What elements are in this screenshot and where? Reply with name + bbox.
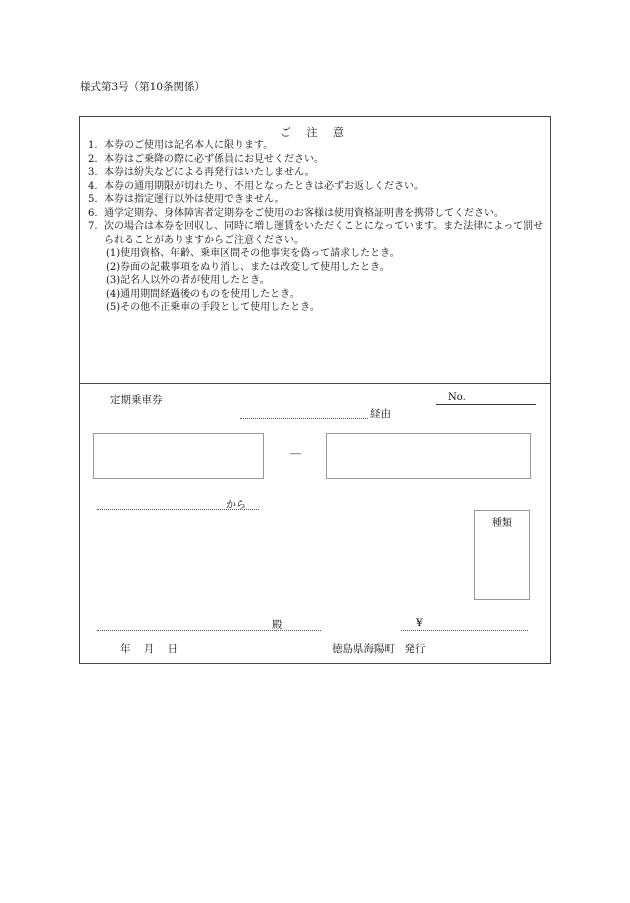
- notice-item-text: 本券はご乗降の際に必ず係員にお見せください。: [104, 153, 324, 165]
- notice-subitem: (1)使用資格、年齢、乗車区間その他事実を偽って請求したとき。: [106, 248, 400, 259]
- notice-item-text: 通学定期券、身体障害者定期券をご使用のお客様は使用資格証明書を携帯してください。: [104, 207, 504, 219]
- notice-item-number: 2.: [88, 153, 98, 165]
- notice-title: ご 注 意: [280, 126, 350, 139]
- ticket-type-label: 種類: [492, 518, 512, 529]
- notice-subitem: (5)その他不正乗車の手段として使用したとき。: [106, 302, 320, 313]
- notice-subitem: (3)記名人以外の者が使用したとき。: [106, 275, 270, 286]
- via-route-line[interactable]: [240, 416, 368, 419]
- honorific-label: 殿: [272, 619, 283, 631]
- notice-item: [88, 180, 546, 194]
- route-dash: ―: [290, 447, 301, 460]
- notice-item-number: 4.: [88, 180, 98, 192]
- ticket-title: 定期乗車券: [110, 394, 163, 406]
- ticket-number-field[interactable]: No.: [436, 392, 536, 405]
- notice-item: [88, 166, 546, 180]
- notice-item-text: 本券のご使用は記名本人に限ります。: [104, 140, 274, 151]
- notice-item-number: 7.: [88, 221, 98, 232]
- issuer-label: 徳島県海陽町 発行: [332, 643, 426, 655]
- holder-name-line[interactable]: [97, 628, 321, 631]
- form-id: 様式第3号（第10条関係）: [80, 81, 206, 93]
- from-label: から: [226, 500, 246, 511]
- via-label: 経由: [370, 408, 391, 420]
- notice-subitem: (2)券面の記載事項をぬり消し、または改変して使用したとき。: [106, 261, 390, 273]
- notice-item-text: 本券は紛失などによる再発行はいたしません。: [104, 167, 315, 178]
- notice-item-number: 5.: [88, 194, 98, 205]
- notice-item-text: 本券の通用期限が切れたり、不用となったときは必ずお返しください。: [104, 180, 424, 192]
- destination-station-box[interactable]: [326, 433, 531, 479]
- ticket-section: [80, 383, 550, 665]
- notice-item-number: 6.: [88, 207, 98, 219]
- yen-symbol: ¥: [416, 617, 423, 629]
- notice-item-number: 3.: [88, 167, 98, 178]
- notice-item-number: 1.: [88, 140, 98, 151]
- notice-item-text: 本券は指定運行以外は使用できません。: [104, 194, 285, 205]
- notice-item: [88, 220, 546, 247]
- notice-subitem: (4)通用期間経過後のものを使用したとき。: [106, 288, 300, 300]
- ticket-form: [79, 116, 551, 664]
- issue-date-label: 年 月 日: [120, 643, 179, 655]
- notice-item: [88, 153, 546, 167]
- origin-station-box[interactable]: [93, 433, 264, 479]
- ticket-type-box[interactable]: [474, 510, 530, 600]
- notice-item: [88, 139, 546, 153]
- notice-item: [88, 193, 546, 207]
- notice-item: [88, 207, 546, 221]
- notice-section: [80, 117, 550, 383]
- notice-item-text: 次の場合は本券を回収し、同時に増し運賃をいただくことになっています。また法律によって罰せられることがありますからご注意ください。: [104, 221, 544, 246]
- notice-list: [88, 139, 546, 315]
